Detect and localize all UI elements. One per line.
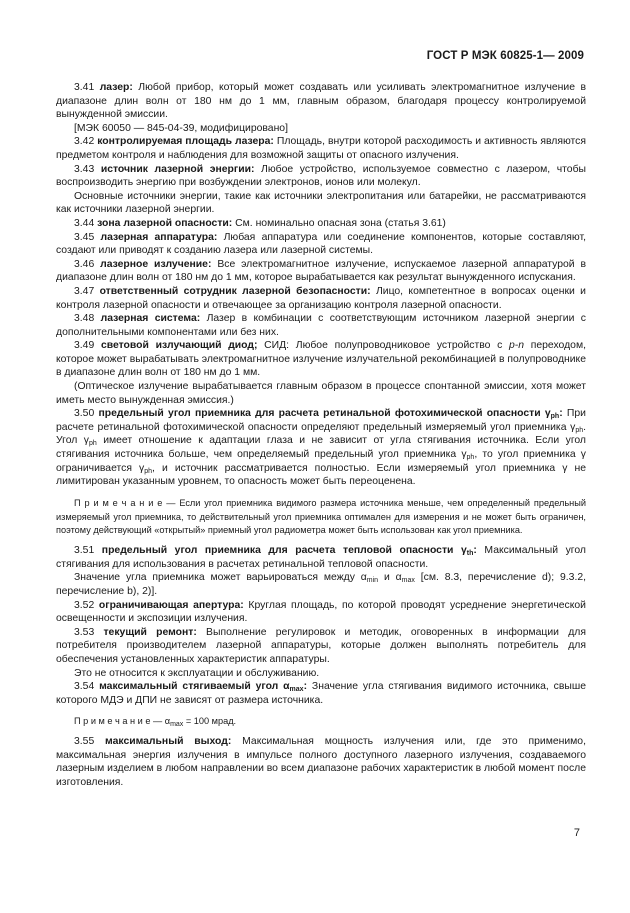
- definition-3-43: 3.43 источник лазерной энергии: Любое устройство, используемое совместно с лазером, чтобы воспроизводить энергию при возбуждении электронов, ионов или молекул.: [56, 163, 586, 189]
- document-body: [56, 81, 586, 790]
- definition-3-51: 3.51 предельный угол приемника для расчета тепловой опасности $\gamma_{th}$: Максимальный угол стягивания для использования в расчетах ретинальной тепловой опасности.: [56, 545, 586, 570]
- definition-3-44: 3.44 зона лазерной опасности: См. номинально опасная зона (статья 3.61): [74, 217, 446, 229]
- definition-3-54: 3.54 максимальный стягиваемый угол $\alpha_{max}$: Значение угла стягивания видимого источника, свыше которого МДЭ и ДПИ не зависят от размера источника.: [56, 681, 586, 706]
- document-header: ГОСТ Р МЭК 60825-1— 2009: [426, 50, 584, 62]
- definition-3-53-extra: Это не относится к эксплуатации и обслуживанию.: [74, 667, 320, 679]
- note-1: П р и м е ч а н и е — Если угол приемника видимого размера источника меньше, чем определенный предельный измеряемый угол приемника, то действительный угол приемника оптимален для измерения и не может быть ограничен, поэтому действующий «открытый» приемный угол радиометра может быть использован как угол приемника.: [56, 497, 586, 536]
- definition-3-52: 3.52 ограничивающая апертура: Круглая площадь, по которой проводят усреднение энергетической освещенности и экспозиции излучения.: [56, 599, 586, 625]
- page-number: 7: [573, 827, 580, 839]
- definition-3-42: 3.42 контролируемая площадь лазера: Площадь, внутри которой расходимость и активность являются предметом контроля и наблюдения для возможной защиты от опасного излучения.: [56, 136, 586, 161]
- definition-3-47: 3.47 ответственный сотрудник лазерной безопасности: Лицо, компетентное в вопросах оценки и контроля лазерной опасности и отвечающее за организацию контроля лазерной опасности.: [56, 285, 586, 311]
- definition-3-53: 3.53 текущий ремонт: Выполнение регулировок и методик, оговоренных в информации для потребителя производителем лазерной аппаратуры, которые должен выполнять потребитель для обеспечения установленных характеристик аппаратуры.: [56, 626, 586, 665]
- definition-3-49: 3.49 световой излучающий диод; СИД: Любое полупроводниковое устройство с p-n переходом, которое может вырабатывать электромагнитное излучение излучательной рекомбинацией в полупроводнике в диапазоне длин волн от 180 нм до 1 мм.: [56, 340, 586, 379]
- definition-3-48: 3.48 лазерная система: Лазер в комбинации с соответствующим источником лазерной энергии с дополнительными компонентами или без них.: [56, 313, 586, 338]
- definition-3-41: 3.41 лазер: Любой прибор, который может создавать или усиливать электромагнитное излучение в диапазоне длин волн от 180 нм до 1 мм, главным образом, благодаря процессу контролируемой вынужденной эмиссии.: [56, 82, 586, 121]
- definition-3-51-extra: Значение угла приемника может варьироваться между $\alpha_{min}$ и $\alpha_{max}$ [см. 8.3, перечисление d); 9.3.2, перечисление b), 2)].: [56, 572, 586, 597]
- definition-3-50: 3.50 предельный угол приемника для расчета ретинальной фотохимической опасности $\gamma_{ph}$: При расчете ретинальной фотохимической опасности определяют предельный измеряемый угол приемника $\gamma_{ph}$. Угол $\gamma_{ph}$ имеет отношение к адаптации глаза и не зависит от угла стягивания источника. Если угол стягивания источника больше, чем определяемый предельный угол приемника $\gamma_{ph}$, то угол приемника γ ограничивается $\gamma_{ph}$, и источник рассматривается полностью. Если измеряемый угол приемника γ не лимитирован указанным уровнем, то опасность может быть переоценена.: [56, 408, 586, 488]
- definition-3-43-extra: Основные источники энергии, такие как источники электропитания или батарейки, не рассматриваются как источники лазерной энергии.: [56, 190, 586, 216]
- definition-3-49-extra: (Оптическое излучение вырабатывается главным образом в процессе спонтанной эмиссии, хотя может иметь место вынужденная эмиссия.): [56, 381, 586, 406]
- definition-3-45: 3.45 лазерная аппаратура: Любая аппаратура или соединение компонентов, которые составляют, создают или приводят к созданию лазера или лазерной системы.: [56, 231, 586, 257]
- note-2: П р и м е ч а н и е — $\alpha_{max} = 100$ мрад.: [74, 716, 237, 729]
- reference-3-41: [МЭК 60050 — 845-04-39, модифицировано]: [74, 122, 288, 134]
- definition-3-55: 3.55 максимальный выход: Максимальная мощность излучения или, где это применимо, максимальная энергия излучения в импульсе полного доступного лазерного излучения, создаваемого лазерным изделием в любом направлении во всем диапазоне рабочих характеристик в любой момент после изготовления.: [56, 736, 586, 788]
- definition-3-46: 3.46 лазерное излучение: Все электромагнитное излучение, испускаемое лазерной аппаратурой в диапазоне длин волн от 180 нм до 1 мм, которое вырабатывается как результат вынужденного испускания.: [56, 258, 586, 284]
